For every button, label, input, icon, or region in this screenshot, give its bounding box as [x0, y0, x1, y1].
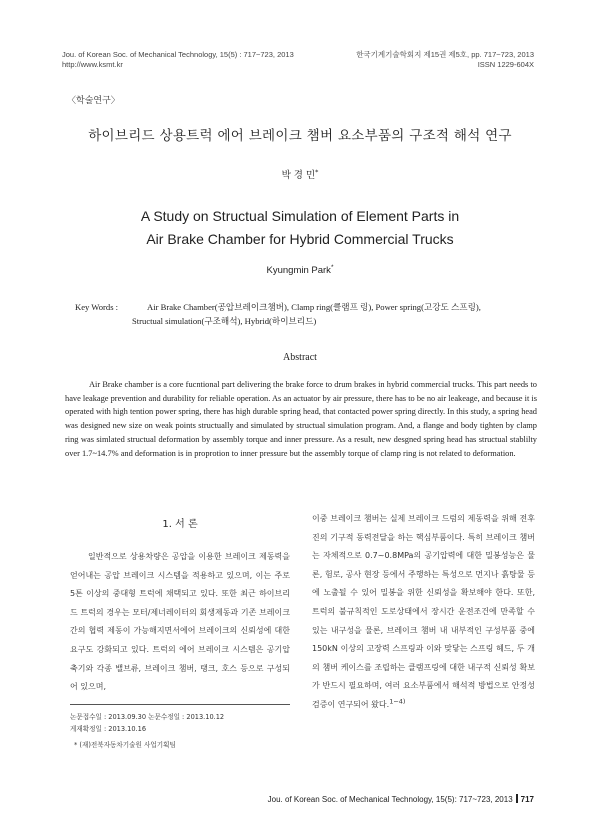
article-type-tag: 〈학술연구〉	[67, 96, 120, 106]
paper-title-korean: 하이브리드 상용트럭 에어 브레이크 챔버 요소부품의 구조적 해석 연구	[88, 128, 512, 144]
running-header-left	[62, 50, 294, 70]
footnote-received: 논문접수일 : 2013.09.30 논문수정일 : 2013.10.12	[70, 713, 225, 721]
paper-title-english	[0, 205, 600, 251]
paper-title-english-line2: Air Brake Chamber for Hybrid Commercial Trucks	[146, 231, 454, 247]
footnote-affiliation: * (재)전북자동차기술원 사업기획팀	[74, 741, 176, 749]
author-korean	[0, 167, 600, 181]
keywords-line1: Air Brake Chamber(공압브레이크챔버), Clamp ring(클램프 링), Power spring(고강도 스프링),	[147, 302, 481, 312]
footer-citation: Jou. of Korean Soc. of Mechanical Technology, 15(5): 717~723, 2013	[267, 795, 513, 804]
footer-separator-bar	[516, 794, 518, 803]
author-korean-name: 박 경 민	[281, 170, 316, 181]
journal-issn: ISSN 1229-604X	[477, 60, 534, 69]
paper-title-english-line1: A Study on Structual Simulation of Element Parts in	[140, 208, 460, 224]
section-heading-introduction: 1. 서 론	[162, 519, 198, 530]
abstract-text: Air Brake chamber is a core fucntional part delivering the brake force to drum brakes in hybrid commercial trucks. This part needs to have leakage prevention and durability for reliable operation. As an actuator by air pressure, there has to be no air leakeage, and because it is operated with high tention power spring, there has high durable spring head, that contacted power spring directly. In this study, a spring head was designed new size on weak points structually and simulated by structual simulation program. And, a flange and body tighten by clamp ring was simlated structual deformation by assembly torque and inner pressure. As a result, new desgned spring head has structual stablilty over 1.7~14.7% and deformation is in proprotion to inner pressure but the assembly torque of clamp ring is not related to deformation.	[65, 380, 537, 458]
footnote-accepted: 게재확정일 : 2013.10.16	[70, 725, 147, 733]
keywords-line2: Structual simulation(구조해석), Hybrid(하이브리드)	[132, 316, 317, 326]
running-header-right	[356, 50, 534, 70]
page-footer	[268, 794, 534, 804]
journal-citation-korean: 한국기계기술학회지 제15권 제5호, pp. 717~723, 2013	[356, 50, 534, 59]
page-number: 717	[520, 795, 534, 804]
author-english	[0, 265, 600, 276]
abstract-heading: Abstract	[283, 352, 317, 363]
author-english-mark: *	[330, 263, 334, 271]
journal-citation-english: Jou. of Korean Soc. of Mechanical Technology, 15(5) : 717~723, 2013	[62, 50, 294, 59]
author-english-name: Kyungmin Park	[266, 265, 331, 276]
journal-url: http://www.ksmt.kr	[62, 60, 123, 69]
introduction-left-column: 일반적으로 상용차량은 공압을 이용한 브레이크 제동력을 얻어내는 공압 브레이크 시스템을 적용하고 있으며, 이는 주로 5톤 이상의 중대형 트럭에 채택되고 있다. 또한 최근 하이브리드 트럭의 경우는 모터/제너레이터의 회생제동과 기존 브레이크 간의 협력 제동이 가능해지면서에어 브레이크의 신뢰성에 대한 요구도 강화되고 있다. 트럭의 에어 브레이크 시스템은 공기압축기와 각종 밸브류, 브레이크 챔버, 탱크, 호스 등으로 구성되어 있으며,	[70, 552, 290, 692]
introduction-right-column	[312, 510, 535, 715]
footnote-divider	[70, 704, 290, 705]
introduction-right-text: 이중 브레이크 챔버는 실제 브레이크 드럼의 제동력을 위해 전후진의 기구적 동력전달을 하는 핵심부품이다. 특히 브레이크 챔버는 자체적으로 0.7~0.8MPa의 공기압력에 대한 밀봉성능은 물론, 험로, 공사 현장 등에서 주행하는 특성으로 먼지나 흙탕물 등에 노출될 수 있어 밀봉을 위한 신뢰성을 확보해야 한다. 또한, 트럭의 불규칙적인 도로상태에서 장시간 운전조건에 만족할 수 있는 내구성을 물론, 브레이크 챔버 내 내부적인 구성부품 중에 150kN 이상의 고장력 스프링과 이와 맞닿는 스프링 헤드, 두 개의 챔버 케이스를 조립하는 클램프링에 대한 내구적 신뢰성 확보가 반드시 필요하며, 여러 요소부품에서 해석적 방법으로 안정성 검증이 연구되어 왔다.	[312, 514, 535, 709]
keywords-block	[75, 300, 535, 328]
author-affiliation-mark: *	[315, 167, 319, 176]
keywords-label: Key Words :	[75, 302, 119, 312]
reference-marker: 1~4)	[389, 697, 406, 706]
